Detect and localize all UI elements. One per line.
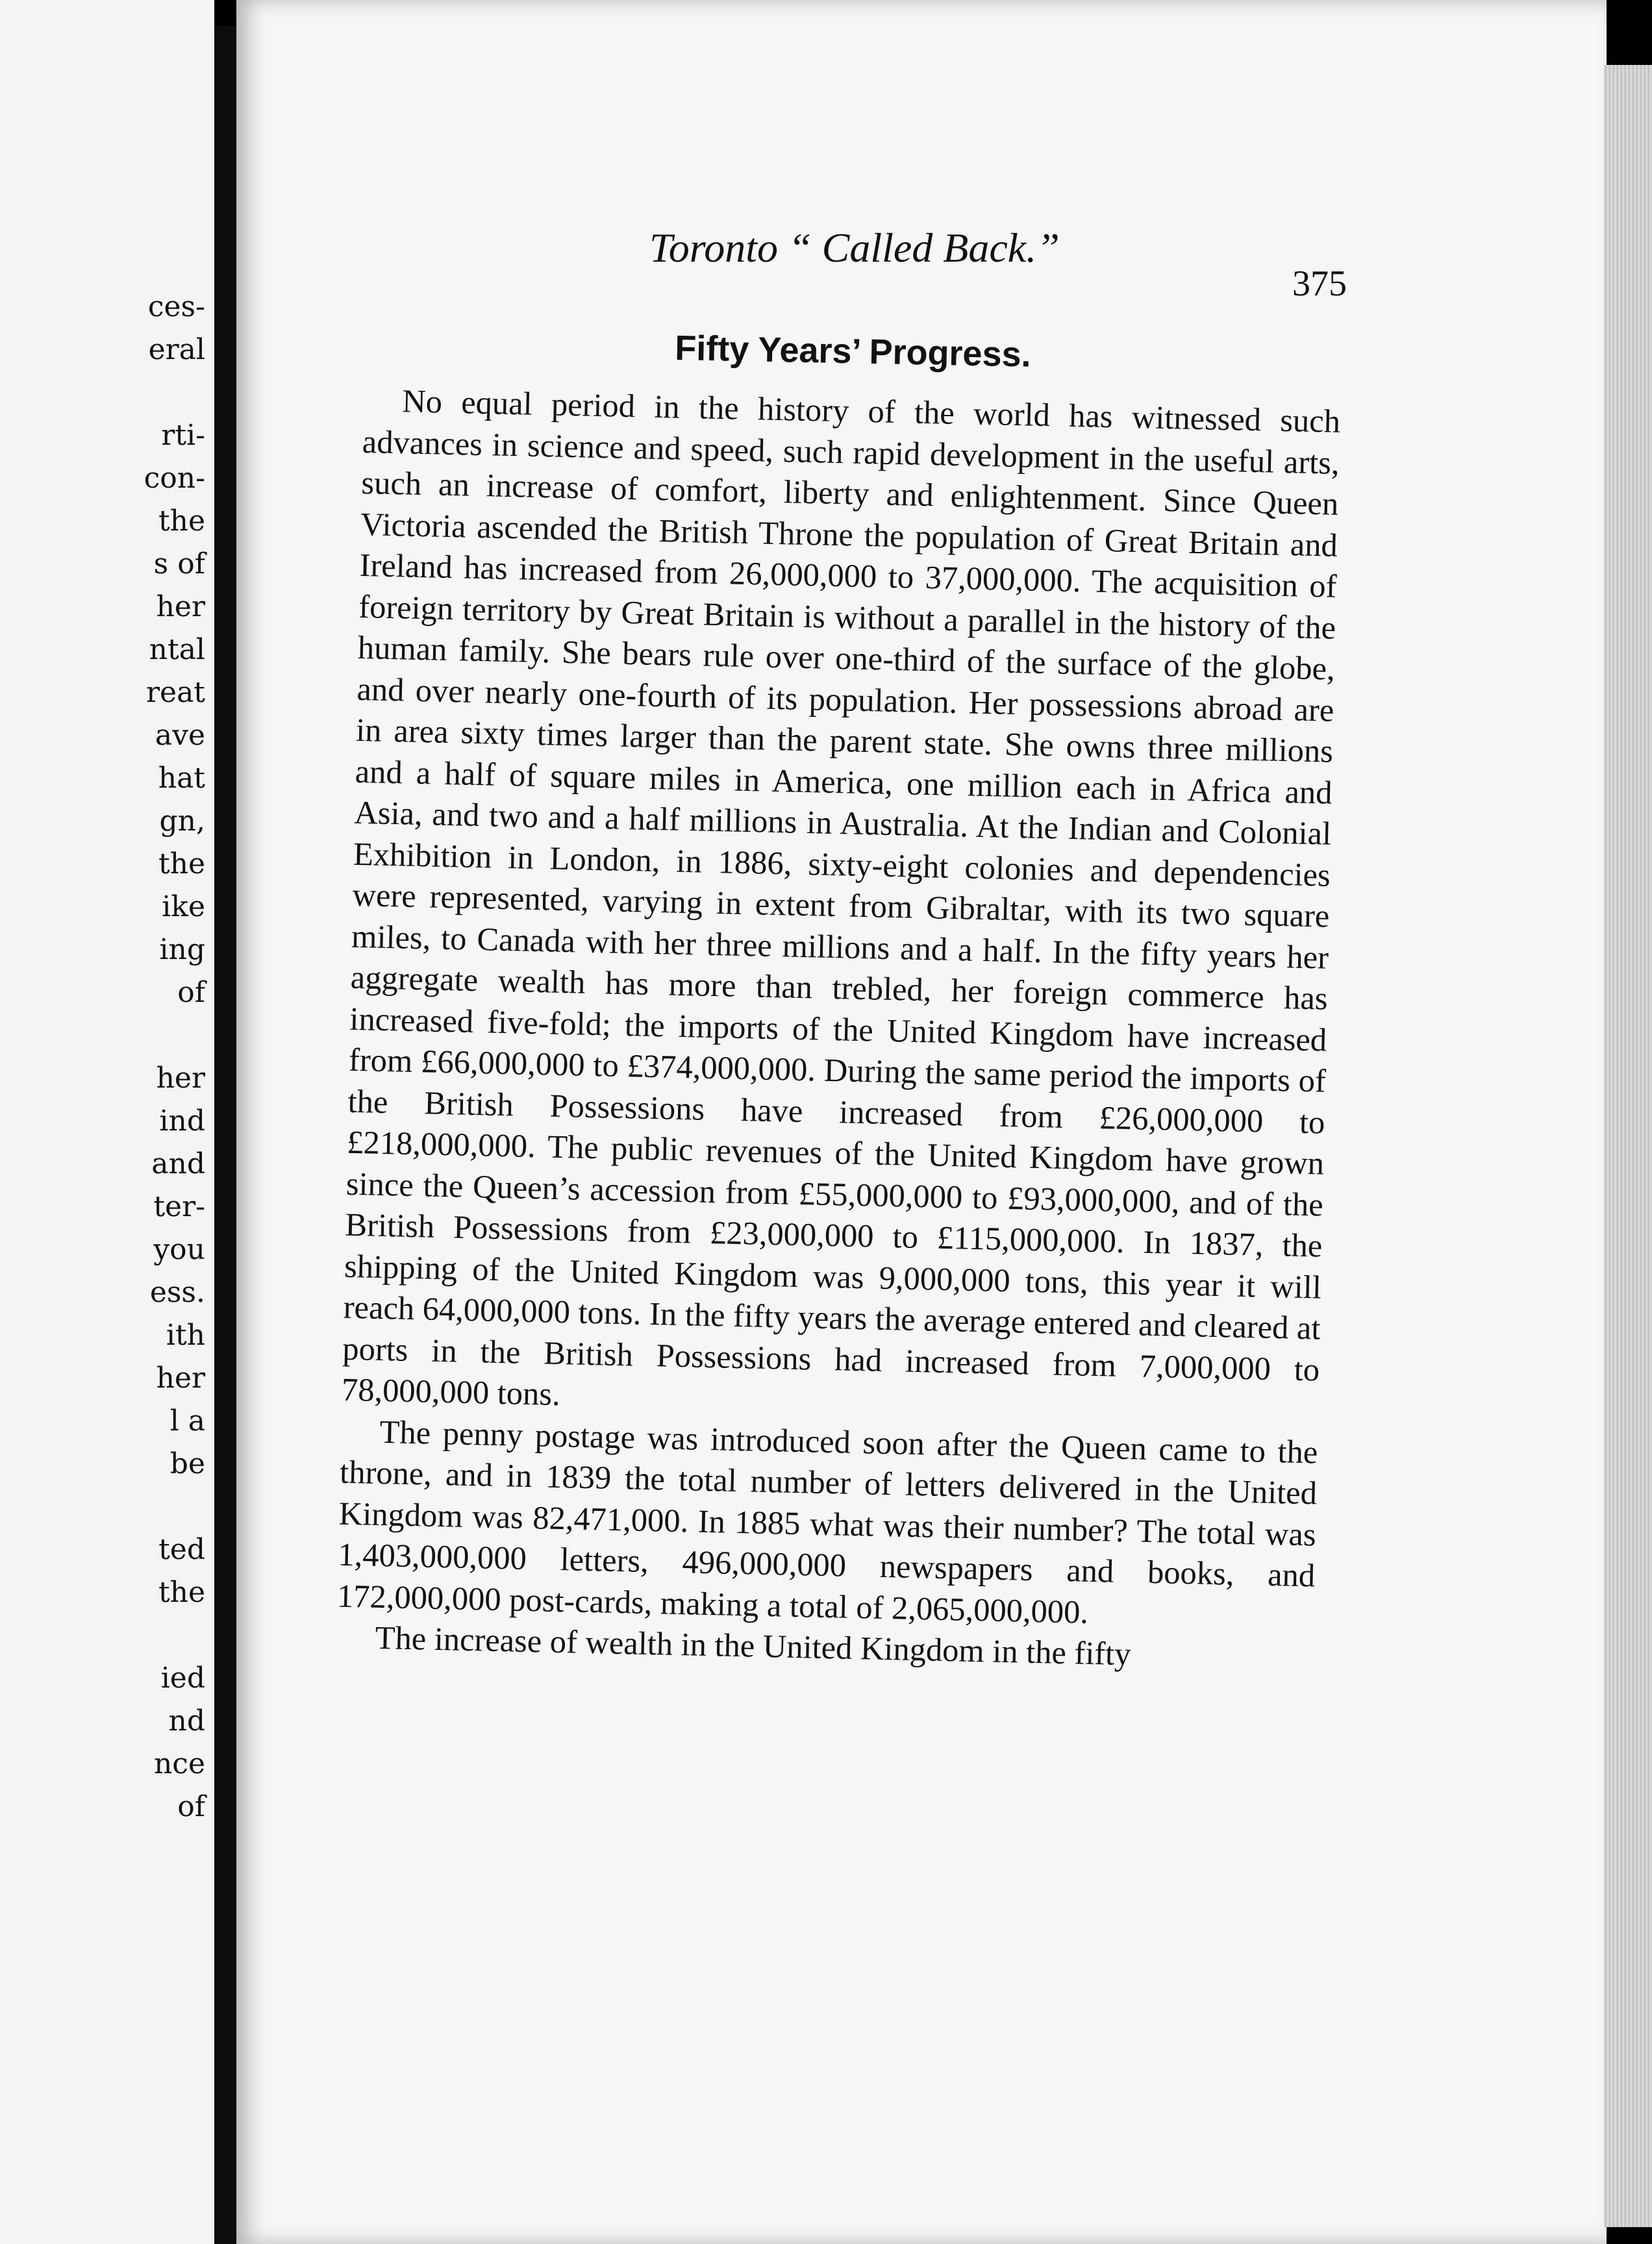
page-number: 375 — [1292, 264, 1347, 304]
left-line: her — [156, 1362, 205, 1395]
left-page-fragment — [0, 0, 214, 2244]
left-line: ith — [166, 1319, 205, 1352]
left-line: ess. — [149, 1276, 205, 1309]
left-page-line-endings — [144, 286, 205, 1828]
left-line: you — [153, 1233, 205, 1266]
left-line: the — [158, 847, 205, 880]
left-line: the — [158, 505, 205, 538]
left-line: hat — [158, 762, 205, 795]
left-line: ave — [155, 719, 205, 752]
left-line: be — [169, 1447, 205, 1480]
left-line: rti- — [161, 419, 205, 452]
left-line: ing — [159, 933, 205, 966]
left-line: ind — [159, 1104, 205, 1138]
paragraph: The increase of wealth in the United Kingdom in the fifty — [375, 1619, 1132, 1673]
left-line: the — [158, 1576, 205, 1609]
left-line: ces- — [147, 290, 205, 323]
left-line — [144, 371, 205, 414]
left-line: of — [177, 1790, 205, 1823]
left-line: reat — [146, 676, 205, 709]
paragraph: No equal period in the history of the world has witnessed such advances in science and speed, such rapid development in the useful arts, such an increase of comfort, liberty and enlightenment. Since Queen Victoria ascended the British Throne the population of Great Britain and Ireland has increased from 26,000,000 to 37,000,000. The acquisition of foreign territory by Great Britain is without a parallel in the history of the human family. She bears rule over one-third of the surface of the globe, and over nearly one-fourth of its population. Her possessions abroad are in area sixty times larger than the parent state. She owns three millions and a half of square miles in America, one million each in Africa and Asia, and two and a half millions in Australia. At the Indian and Colonial Exhibition in London, in 1886, sixty-eight colonies and dependencies were represented, varying in extent from Gibraltar, with its two square miles, to Canada with her three millions and a half. In the fifty years her aggregate wealth has more than trebled, her foreign commerce has increased five-fold; the imports of the United Kingdom have increased from £66,000,000 to £374,000,000. During the same period the imports of the British Possessions have increased from £26,000,000 to £218,000,000. The public revenues of the United Kingdom have grown since the Queen’s accession from £55,000,000 to £93,000,000, and of the British Possessions from £23,000,000 to £115,000,000. In 1837, the shipping of the United Kingdom was 9,000,000 tons, this year it will reach 64,000,000 tons. In the fifty years the average entered and cleared at ports in the British Possessions had increased from 7,000,000 to 78,000,000 tons. — [341, 382, 1341, 1412]
left-line: ied — [160, 1662, 205, 1695]
left-line — [144, 1614, 205, 1657]
left-line: ike — [162, 890, 205, 923]
page-stack-edge — [1604, 65, 1652, 2227]
left-line: of — [177, 976, 205, 1009]
left-line — [144, 1486, 205, 1528]
running-head: Toronto “ Called Back.” — [649, 225, 1060, 271]
left-line: nce — [153, 1747, 205, 1780]
left-line: eral — [148, 333, 205, 366]
left-line: ter- — [153, 1190, 205, 1223]
book-gutter — [214, 26, 236, 2244]
body-text — [336, 380, 1341, 1679]
left-line: her — [156, 590, 205, 623]
left-line: her — [156, 1062, 205, 1095]
section-title: Fifty Years’ Progress. — [674, 328, 1032, 375]
left-line: and — [151, 1147, 205, 1180]
left-line: ted — [158, 1533, 205, 1566]
left-line: l a — [169, 1404, 205, 1438]
paragraph: The penny postage was introduced soon after the Queen came to the throne, and in 1839 the total number of letters delivered in the United Kingdom was 82,471,000. In 1885 what was their number? The total was 1,403,000,000 letters, 496,000,000 newspapers and books, and 172,000,000 post-cards, making a total of 2,065,000,000. — [336, 1413, 1318, 1630]
left-line: s of — [153, 547, 205, 580]
left-line: con- — [144, 462, 205, 495]
left-line: ntal — [149, 633, 205, 666]
left-line: gn, — [159, 804, 205, 838]
left-line — [144, 1014, 205, 1057]
left-line: nd — [168, 1704, 205, 1738]
